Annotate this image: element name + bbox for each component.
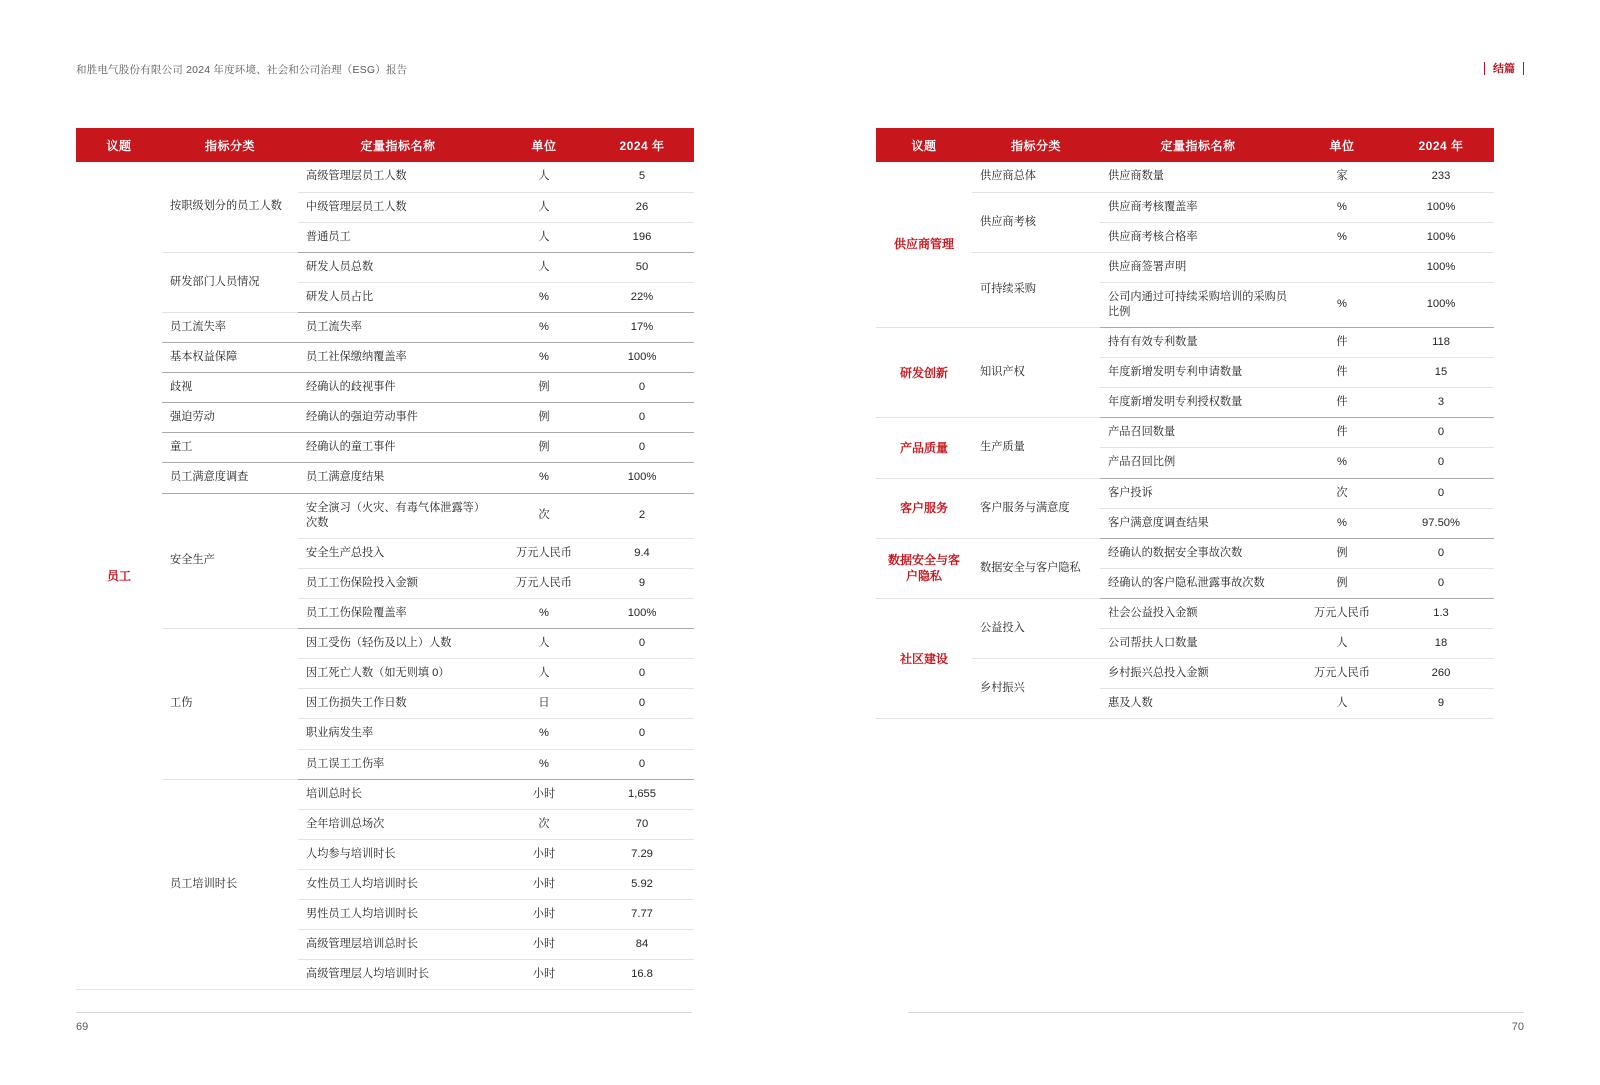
unit-cell: 人 [1296, 629, 1388, 659]
table-header-row [876, 128, 1494, 162]
header-divider-left-icon [1484, 62, 1485, 75]
value-cell: 0 [1388, 568, 1494, 598]
value-cell: 100% [1388, 252, 1494, 282]
col-header-year: 2024 年 [590, 128, 694, 162]
indicator-name-cell: 培训总时长 [298, 779, 498, 809]
unit-cell: 小时 [498, 870, 590, 900]
table-row [76, 252, 694, 282]
unit-cell: % [498, 312, 590, 342]
col-header-indicator: 定量指标名称 [1100, 128, 1296, 162]
value-cell: 0 [590, 719, 694, 749]
unit-cell: 日 [498, 689, 590, 719]
unit-cell: 万元人民币 [498, 538, 590, 568]
unit-cell: % [498, 599, 590, 629]
value-cell: 118 [1388, 328, 1494, 358]
value-cell: 0 [590, 403, 694, 433]
value-cell: 100% [590, 343, 694, 373]
col-header-category: 指标分类 [972, 128, 1100, 162]
unit-cell: 万元人民币 [1296, 599, 1388, 629]
col-header-unit: 单位 [1296, 128, 1388, 162]
unit-cell: 件 [1296, 358, 1388, 388]
unit-cell: 小时 [498, 900, 590, 930]
category-cell: 童工 [162, 433, 298, 463]
unit-cell: % [498, 463, 590, 493]
value-cell: 0 [1388, 538, 1494, 568]
indicator-name-cell: 客户投诉 [1100, 478, 1296, 508]
unit-cell: 万元人民币 [1296, 659, 1388, 689]
topic-cell: 社区建设 [876, 599, 972, 719]
unit-cell: % [1296, 508, 1388, 538]
indicator-name-cell: 产品召回比例 [1100, 448, 1296, 478]
category-cell: 基本权益保障 [162, 343, 298, 373]
table-row [76, 162, 694, 192]
indicator-name-cell: 员工流失率 [298, 312, 498, 342]
table-row [876, 418, 1494, 448]
unit-cell: 次 [498, 809, 590, 839]
indicator-name-cell: 产品召回数量 [1100, 418, 1296, 448]
value-cell: 0 [590, 749, 694, 779]
topic-cell: 员工 [76, 162, 162, 990]
indicator-name-cell: 高级管理层员工人数 [298, 162, 498, 192]
header-section-label: 结篇 [1493, 63, 1515, 75]
indicator-name-cell: 持有有效专利数量 [1100, 328, 1296, 358]
category-cell: 员工满意度调查 [162, 463, 298, 493]
footer-rule-left [76, 1012, 692, 1013]
category-cell: 乡村振兴 [972, 659, 1100, 719]
esg-table-employee-wrap [76, 128, 694, 990]
col-header-category: 指标分类 [162, 128, 298, 162]
unit-cell: 小时 [498, 960, 590, 990]
table-row [76, 403, 694, 433]
col-header-indicator: 定量指标名称 [298, 128, 498, 162]
category-cell: 供应商总体 [972, 162, 1100, 192]
indicator-name-cell: 供应商考核合格率 [1100, 222, 1296, 252]
indicator-name-cell: 年度新增发明专利授权数量 [1100, 388, 1296, 418]
unit-cell: 人 [498, 222, 590, 252]
unit-cell: 例 [1296, 538, 1388, 568]
value-cell: 0 [590, 629, 694, 659]
table-row [76, 433, 694, 463]
value-cell: 17% [590, 312, 694, 342]
indicator-name-cell: 高级管理层培训总时长 [298, 930, 498, 960]
table-row [876, 328, 1494, 358]
indicator-name-cell: 经确认的歧视事件 [298, 373, 498, 403]
value-cell: 196 [590, 222, 694, 252]
indicator-name-cell: 安全演习（火灾、有毒气体泄露等）次数 [298, 493, 498, 538]
value-cell: 16.8 [590, 960, 694, 990]
indicator-name-cell: 员工工伤保险投入金额 [298, 568, 498, 598]
value-cell: 0 [590, 373, 694, 403]
value-cell: 100% [1388, 282, 1494, 327]
value-cell: 0 [590, 433, 694, 463]
indicator-name-cell: 研发人员总数 [298, 252, 498, 282]
category-cell: 可持续采购 [972, 252, 1100, 327]
value-cell: 3 [1388, 388, 1494, 418]
value-cell: 0 [1388, 418, 1494, 448]
unit-cell: 人 [498, 629, 590, 659]
indicator-name-cell: 中级管理层员工人数 [298, 192, 498, 222]
value-cell: 7.77 [590, 900, 694, 930]
table-row [76, 373, 694, 403]
table-row [76, 312, 694, 342]
esg-table-governance [876, 128, 1494, 719]
unit-cell: % [1296, 222, 1388, 252]
unit-cell: 例 [498, 403, 590, 433]
unit-cell: 例 [1296, 568, 1388, 598]
unit-cell: 小时 [498, 779, 590, 809]
unit-cell: % [1296, 282, 1388, 327]
page-number-right: 70 [1511, 1021, 1524, 1033]
unit-cell: 件 [1296, 328, 1388, 358]
category-cell: 数据安全与客户隐私 [972, 538, 1100, 598]
value-cell: 0 [1388, 478, 1494, 508]
unit-cell: % [498, 343, 590, 373]
indicator-name-cell: 员工社保缴纳覆盖率 [298, 343, 498, 373]
topic-cell: 供应商管理 [876, 162, 972, 328]
unit-cell: 家 [1296, 162, 1388, 192]
value-cell: 0 [590, 659, 694, 689]
category-cell: 安全生产 [162, 493, 298, 629]
unit-cell: 小时 [498, 839, 590, 869]
indicator-name-cell: 员工误工工伤率 [298, 749, 498, 779]
col-header-year: 2024 年 [1388, 128, 1494, 162]
indicator-name-cell: 惠及人数 [1100, 689, 1296, 719]
unit-cell: % [498, 749, 590, 779]
unit-cell: % [1296, 448, 1388, 478]
value-cell: 9 [1388, 689, 1494, 719]
indicator-name-cell: 因工死亡人数（如无则填 0） [298, 659, 498, 689]
indicator-name-cell: 研发人员占比 [298, 282, 498, 312]
table-row [76, 343, 694, 373]
indicator-name-cell: 经确认的强迫劳动事件 [298, 403, 498, 433]
topic-cell: 客户服务 [876, 478, 972, 538]
indicator-name-cell: 男性员工人均培训时长 [298, 900, 498, 930]
indicator-name-cell: 公司帮扶人口数量 [1100, 629, 1296, 659]
indicator-name-cell: 员工工伤保险覆盖率 [298, 599, 498, 629]
unit-cell: 例 [498, 433, 590, 463]
col-header-unit: 单位 [498, 128, 590, 162]
value-cell: 18 [1388, 629, 1494, 659]
unit-cell: % [498, 282, 590, 312]
table-row [876, 599, 1494, 629]
indicator-name-cell: 因工受伤（轻伤及以上）人数 [298, 629, 498, 659]
indicator-name-cell: 供应商数量 [1100, 162, 1296, 192]
value-cell: 7.29 [590, 839, 694, 869]
unit-cell: 次 [498, 493, 590, 538]
indicator-name-cell: 职业病发生率 [298, 719, 498, 749]
table-row [876, 162, 1494, 192]
value-cell: 84 [590, 930, 694, 960]
value-cell: 9.4 [590, 538, 694, 568]
category-cell: 歧视 [162, 373, 298, 403]
indicator-name-cell: 经确认的客户隐私泄露事故次数 [1100, 568, 1296, 598]
value-cell: 70 [590, 809, 694, 839]
value-cell: 260 [1388, 659, 1494, 689]
value-cell: 100% [1388, 222, 1494, 252]
indicator-name-cell: 乡村振兴总投入金额 [1100, 659, 1296, 689]
category-cell: 员工培训时长 [162, 779, 298, 990]
indicator-name-cell: 普通员工 [298, 222, 498, 252]
value-cell: 22% [590, 282, 694, 312]
value-cell: 26 [590, 192, 694, 222]
unit-cell: 人 [498, 192, 590, 222]
unit-cell: 次 [1296, 478, 1388, 508]
table-row [76, 493, 694, 538]
topic-cell: 产品质量 [876, 418, 972, 478]
category-cell: 客户服务与满意度 [972, 478, 1100, 538]
indicator-name-cell: 经确认的童工事件 [298, 433, 498, 463]
esg-table-governance-wrap [876, 128, 1494, 719]
unit-cell: % [1296, 192, 1388, 222]
indicator-name-cell: 人均参与培训时长 [298, 839, 498, 869]
value-cell: 5.92 [590, 870, 694, 900]
page-right [800, 0, 1600, 1085]
unit-cell: 小时 [498, 930, 590, 960]
unit-cell: 万元人民币 [498, 568, 590, 598]
value-cell: 100% [1388, 192, 1494, 222]
indicator-name-cell: 年度新增发明专利申请数量 [1100, 358, 1296, 388]
category-cell: 知识产权 [972, 328, 1100, 418]
value-cell: 233 [1388, 162, 1494, 192]
footer-rule-right [908, 1012, 1524, 1013]
value-cell: 2 [590, 493, 694, 538]
esg-table-employee [76, 128, 694, 990]
value-cell: 9 [590, 568, 694, 598]
indicator-name-cell: 供应商签署声明 [1100, 252, 1296, 282]
unit-cell: 人 [498, 252, 590, 282]
indicator-name-cell: 安全生产总投入 [298, 538, 498, 568]
category-cell: 公益投入 [972, 599, 1100, 659]
unit-cell: 人 [498, 162, 590, 192]
category-cell: 工伤 [162, 629, 298, 780]
topic-cell: 研发创新 [876, 328, 972, 418]
value-cell: 100% [590, 599, 694, 629]
page-number-left: 69 [76, 1021, 89, 1033]
value-cell: 0 [590, 689, 694, 719]
indicator-name-cell: 经确认的数据安全事故次数 [1100, 538, 1296, 568]
value-cell: 50 [590, 252, 694, 282]
value-cell: 0 [1388, 448, 1494, 478]
value-cell: 100% [590, 463, 694, 493]
table-row [876, 538, 1494, 568]
indicator-name-cell: 因工伤损失工作日数 [298, 689, 498, 719]
unit-cell: 人 [498, 659, 590, 689]
category-cell: 研发部门人员情况 [162, 252, 298, 312]
unit-cell: % [498, 719, 590, 749]
running-header-left: 和胜电气股份有限公司 2024 年度环境、社会和公司治理（ESG）报告 [76, 64, 408, 76]
table-header-row [76, 128, 694, 162]
running-header-right [1484, 60, 1524, 76]
unit-cell [1296, 252, 1388, 282]
value-cell: 1,655 [590, 779, 694, 809]
indicator-name-cell: 员工满意度结果 [298, 463, 498, 493]
indicator-name-cell: 供应商考核覆盖率 [1100, 192, 1296, 222]
col-header-topic: 议题 [76, 128, 162, 162]
category-cell: 强迫劳动 [162, 403, 298, 433]
indicator-name-cell: 女性员工人均培训时长 [298, 870, 498, 900]
unit-cell: 件 [1296, 418, 1388, 448]
indicator-name-cell: 公司内通过可持续采购培训的采购员比例 [1100, 282, 1296, 327]
indicator-name-cell: 社会公益投入金额 [1100, 599, 1296, 629]
value-cell: 5 [590, 162, 694, 192]
category-cell: 供应商考核 [972, 192, 1100, 252]
indicator-name-cell: 高级管理层人均培训时长 [298, 960, 498, 990]
table-row [76, 463, 694, 493]
indicator-name-cell: 客户满意度调查结果 [1100, 508, 1296, 538]
value-cell: 97.50% [1388, 508, 1494, 538]
col-header-topic: 议题 [876, 128, 972, 162]
table-row [76, 629, 694, 659]
indicator-name-cell: 全年培训总场次 [298, 809, 498, 839]
topic-cell: 数据安全与客户隐私 [876, 538, 972, 598]
unit-cell: 件 [1296, 388, 1388, 418]
header-divider-right-icon [1523, 62, 1524, 75]
table-row [876, 478, 1494, 508]
unit-cell: 例 [498, 373, 590, 403]
value-cell: 1.3 [1388, 599, 1494, 629]
value-cell: 15 [1388, 358, 1494, 388]
unit-cell: 人 [1296, 689, 1388, 719]
table-row [76, 779, 694, 809]
category-cell: 生产质量 [972, 418, 1100, 478]
category-cell: 员工流失率 [162, 312, 298, 342]
category-cell: 按职级划分的员工人数 [162, 162, 298, 252]
